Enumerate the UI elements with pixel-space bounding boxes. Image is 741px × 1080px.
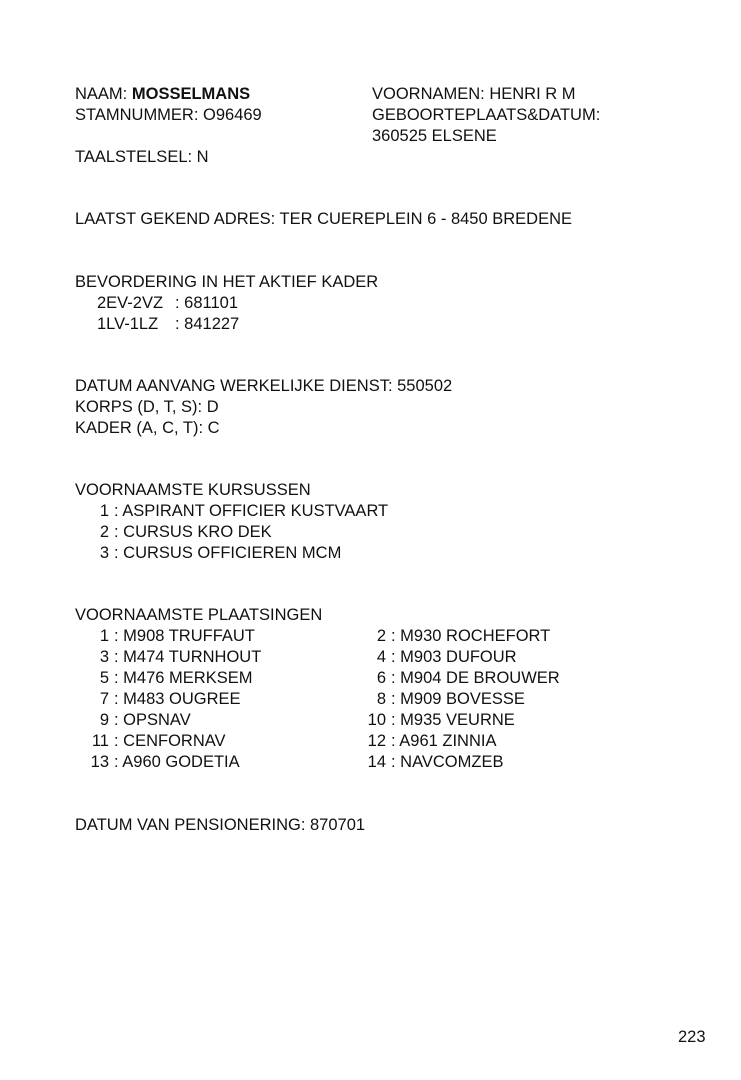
rank-date: : 841227 bbox=[175, 315, 240, 333]
kursussen-title: VOORNAAMSTE KURSUSSEN bbox=[75, 481, 311, 499]
geboorte-label: GEBOORTEPLAATS&DATUM: bbox=[372, 106, 601, 124]
korps: KORPS (D, T, S): D bbox=[75, 398, 219, 416]
kursussen-list bbox=[75, 501, 388, 564]
item-number: 12 bbox=[367, 732, 386, 750]
list-item bbox=[75, 626, 261, 647]
rank: 2EV-2VZ bbox=[97, 294, 164, 312]
item-text: : A960 GODETIA bbox=[114, 753, 240, 771]
item-text: : OPSNAV bbox=[114, 711, 191, 729]
list-item bbox=[75, 647, 261, 668]
item-text: : ASPIRANT OFFICIER KUSTVAART bbox=[114, 502, 389, 520]
plaatsingen-left-column bbox=[75, 626, 261, 773]
item-text: : CURSUS OFFICIEREN MCM bbox=[114, 544, 342, 562]
bevordering-list bbox=[97, 293, 239, 335]
bevordering-title: BEVORDERING IN HET AKTIEF KADER bbox=[75, 273, 379, 291]
voornamen: VOORNAMEN: HENRI R M bbox=[372, 85, 576, 103]
item-number: 8 bbox=[376, 690, 386, 708]
item-number: 13 bbox=[90, 753, 109, 771]
item-number: 1 bbox=[99, 627, 109, 645]
item-text: : A961 ZINNIA bbox=[391, 732, 497, 750]
list-item bbox=[75, 710, 261, 731]
list-item bbox=[352, 668, 560, 689]
plaatsingen-right-column bbox=[352, 626, 560, 773]
item-number: 14 bbox=[367, 753, 386, 771]
list-item bbox=[75, 731, 261, 752]
item-text: : M476 MERKSEM bbox=[114, 669, 253, 687]
page-number: 223 bbox=[678, 1028, 706, 1046]
item-number: 3 bbox=[99, 648, 109, 666]
item-text: : M908 TRUFFAUT bbox=[114, 627, 255, 645]
item-number: 2 bbox=[99, 523, 109, 541]
item-number: 1 bbox=[99, 502, 109, 520]
item-number: 5 bbox=[99, 669, 109, 687]
naam-value: MOSSELMANS bbox=[131, 85, 251, 103]
list-item bbox=[352, 710, 560, 731]
item-number: 2 bbox=[376, 627, 386, 645]
list-item bbox=[352, 731, 560, 752]
item-text: : CENFORNAV bbox=[114, 732, 226, 750]
item-number: 3 bbox=[99, 544, 109, 562]
taalstelsel: TAALSTELSEL: N bbox=[75, 148, 209, 166]
naam-line bbox=[75, 84, 250, 105]
item-text: : M474 TURNHOUT bbox=[114, 648, 262, 666]
item-number: 7 bbox=[99, 690, 109, 708]
bevordering-row bbox=[97, 293, 239, 314]
item-number: 9 bbox=[99, 711, 109, 729]
item-number: 10 bbox=[367, 711, 386, 729]
list-item bbox=[352, 647, 560, 668]
kader: KADER (A, C, T): C bbox=[75, 419, 220, 437]
list-item bbox=[75, 689, 261, 710]
stamnummer: STAMNUMMER: O96469 bbox=[75, 106, 262, 124]
item-number: 4 bbox=[376, 648, 386, 666]
item-number: 11 bbox=[91, 732, 109, 750]
list-item bbox=[75, 752, 261, 773]
list-item bbox=[75, 522, 388, 543]
datum-pensionering: DATUM VAN PENSIONERING: 870701 bbox=[75, 816, 366, 834]
item-text: : M930 ROCHEFORT bbox=[391, 627, 551, 645]
rank-date: : 681101 bbox=[175, 294, 239, 312]
list-item bbox=[352, 626, 560, 647]
bevordering-row bbox=[97, 314, 239, 335]
item-text: : M909 BOVESSE bbox=[391, 690, 525, 708]
item-text: : M483 OUGREE bbox=[114, 690, 241, 708]
list-item bbox=[75, 668, 261, 689]
plaatsingen-title: VOORNAAMSTE PLAATSINGEN bbox=[75, 606, 323, 624]
item-text: : NAVCOMZEB bbox=[391, 753, 504, 771]
naam-label: NAAM: bbox=[75, 85, 128, 103]
list-item bbox=[352, 752, 560, 773]
list-item bbox=[75, 501, 388, 522]
item-text: : M903 DUFOUR bbox=[391, 648, 517, 666]
geboorte-value: 360525 ELSENE bbox=[372, 127, 497, 145]
item-text: : M935 VEURNE bbox=[391, 711, 515, 729]
item-number: 6 bbox=[376, 669, 386, 687]
laatst-gekend-adres: LAATST GEKEND ADRES: TER CUEREPLEIN 6 - 8450 BREDENE bbox=[75, 210, 572, 228]
list-item bbox=[352, 689, 560, 710]
rank: 1LV-1LZ bbox=[97, 315, 159, 333]
list-item bbox=[75, 543, 388, 564]
item-text: : M904 DE BROUWER bbox=[391, 669, 560, 687]
datum-aanvang-dienst: DATUM AANVANG WERKELIJKE DIENST: 550502 bbox=[75, 377, 453, 395]
item-text: : CURSUS KRO DEK bbox=[114, 523, 272, 541]
